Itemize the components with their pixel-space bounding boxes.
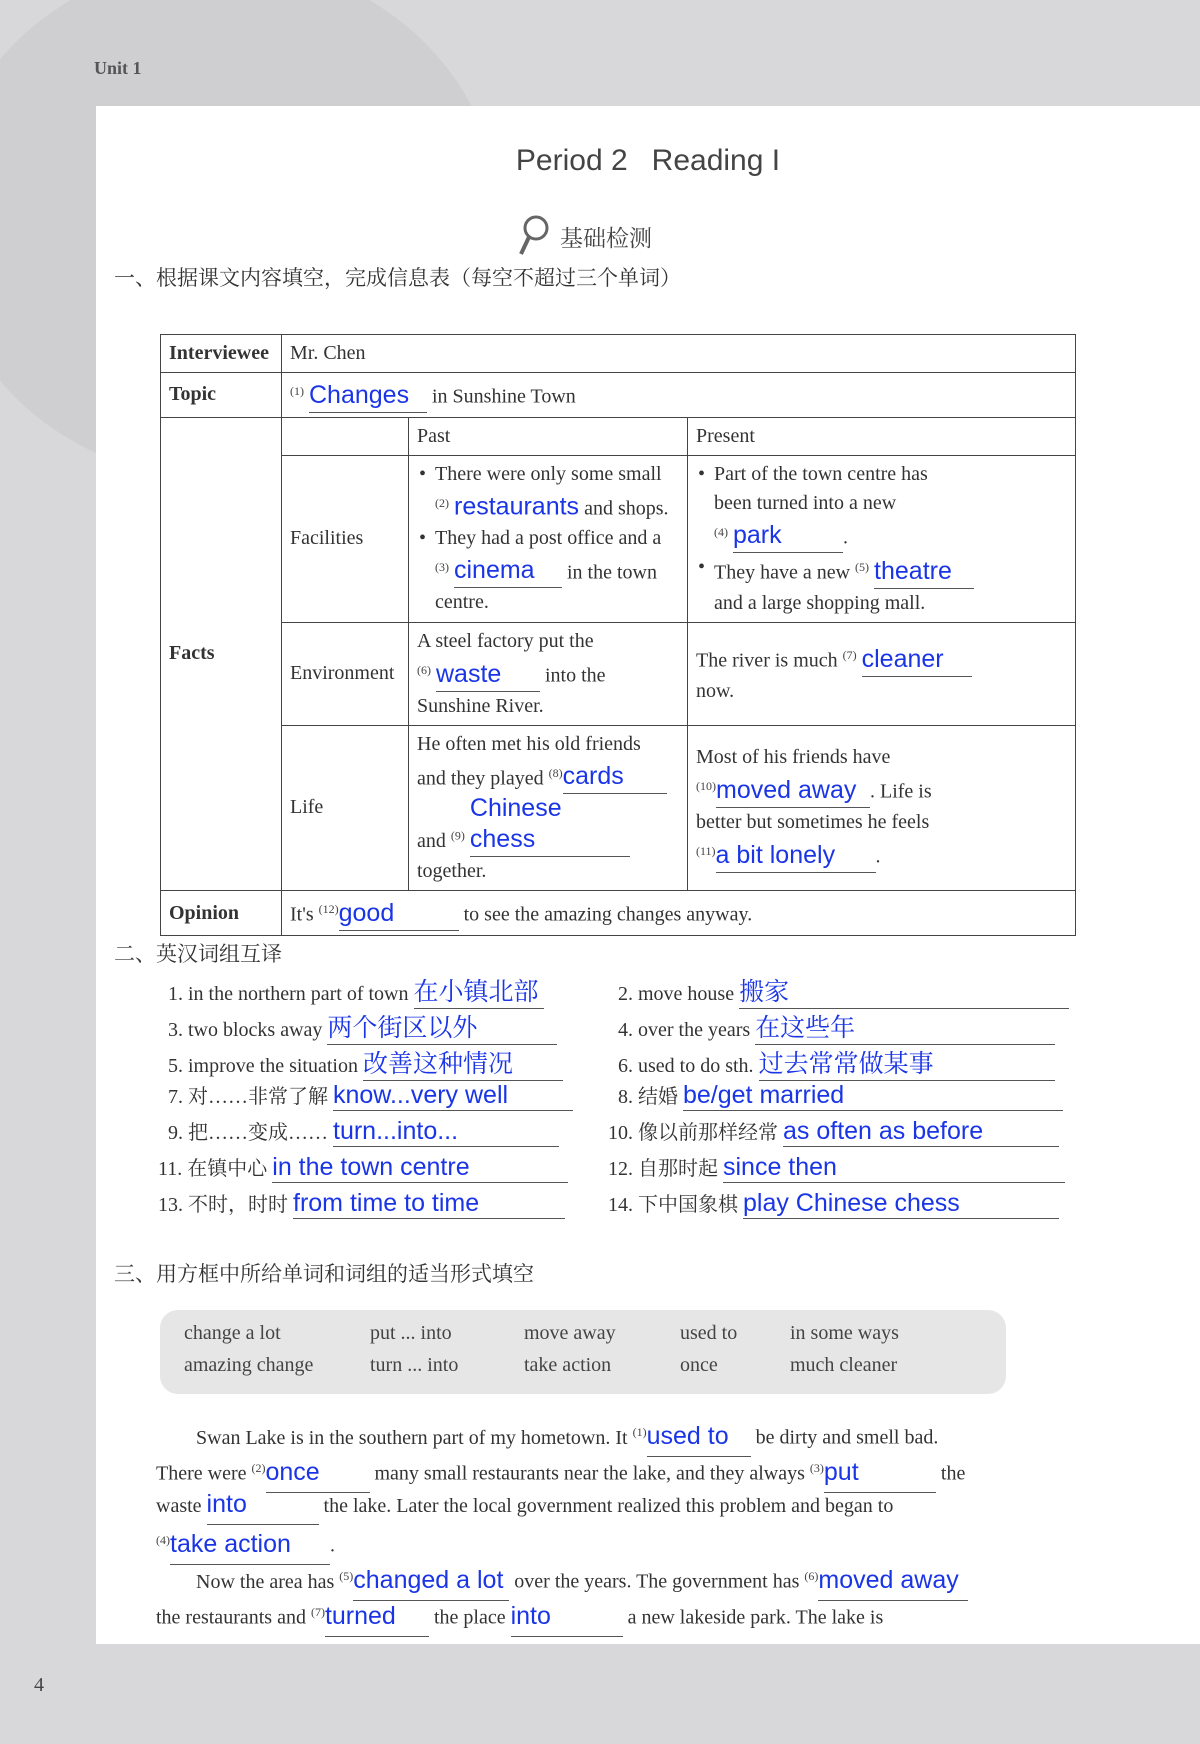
subhead-label: 基础检测 bbox=[560, 225, 652, 252]
phrase-item bbox=[618, 1080, 1063, 1111]
phrase-question: 9. 把……变成…… bbox=[168, 1122, 328, 1144]
page-number: 4 bbox=[34, 1674, 44, 1696]
word-option: move away bbox=[524, 1322, 616, 1344]
phrase-item bbox=[608, 1152, 1065, 1183]
text: and bbox=[417, 830, 446, 853]
text: Swan Lake is in the southern part of my hometown. It bbox=[196, 1426, 628, 1449]
magnifier-icon bbox=[516, 214, 550, 258]
answer-blank[interactable] bbox=[333, 1117, 559, 1147]
blank-number: (6) bbox=[417, 662, 431, 677]
text: together. bbox=[417, 860, 487, 883]
text: the place bbox=[433, 1606, 506, 1629]
answer-blank[interactable] bbox=[759, 1044, 1055, 1081]
opinion-cell bbox=[282, 891, 1076, 936]
text: . bbox=[330, 1534, 335, 1557]
blank-number: (8) bbox=[548, 765, 563, 780]
text: The river is much bbox=[696, 650, 838, 673]
blank-number: (2) bbox=[435, 496, 449, 511]
answer-text: turned bbox=[324, 1601, 396, 1630]
text: He often met his old friends bbox=[417, 732, 641, 755]
answer-blank[interactable] bbox=[293, 1189, 565, 1219]
text: to see the amazing changes anyway. bbox=[463, 903, 753, 926]
answer-text: take action bbox=[170, 1529, 291, 1558]
phrase-item bbox=[158, 1152, 568, 1183]
phrase-item bbox=[168, 1044, 563, 1081]
answer-blank[interactable] bbox=[783, 1117, 1059, 1147]
answer-text: put bbox=[823, 1457, 859, 1486]
word-option: in some ways bbox=[790, 1322, 899, 1344]
answer-blank[interactable] bbox=[207, 1486, 319, 1525]
text: They had a post office and a bbox=[435, 526, 662, 549]
phrase-question: 12. 自那时起 bbox=[608, 1158, 718, 1180]
answer-text: Chinese chess bbox=[469, 794, 562, 854]
empty-cell bbox=[282, 417, 409, 455]
answer-text: 过去常常做某事 bbox=[758, 1050, 934, 1078]
blank-number: (7) bbox=[842, 648, 857, 663]
answer-text: into bbox=[510, 1601, 551, 1630]
answer-blank[interactable] bbox=[339, 899, 459, 931]
phrase-item bbox=[168, 1080, 573, 1111]
text: a new lakeside park. The lake is bbox=[627, 1606, 884, 1629]
text: Part of the town centre has bbox=[714, 462, 928, 485]
text: been turned into a new bbox=[714, 491, 897, 514]
answer-text: theatre bbox=[874, 556, 952, 585]
passage-line bbox=[156, 1486, 1076, 1525]
answer-text: Changes bbox=[309, 380, 410, 409]
answer-text: waste bbox=[436, 659, 502, 688]
blank-number: (11) bbox=[696, 843, 716, 858]
text: Most of his friends have bbox=[696, 746, 891, 769]
phrase-question: 6. used to do sth. bbox=[618, 1055, 754, 1077]
life-label: Life bbox=[282, 725, 409, 891]
phrase-question: 7. 对……非常了解 bbox=[168, 1086, 328, 1108]
answer-text: cinema bbox=[454, 556, 535, 585]
text: centre. bbox=[435, 591, 489, 614]
answer-blank[interactable] bbox=[862, 645, 972, 677]
reading-label: Reading I bbox=[651, 144, 781, 177]
answer-blank[interactable] bbox=[563, 762, 667, 794]
word-option: turn ... into bbox=[370, 1354, 459, 1376]
answer-text: used to bbox=[646, 1421, 729, 1450]
blank-number: (4) bbox=[714, 524, 728, 539]
word-option: put ... into bbox=[370, 1322, 452, 1344]
opinion-label: Opinion bbox=[161, 891, 282, 936]
answer-text: park bbox=[733, 521, 782, 550]
answer-text: as often as before bbox=[783, 1117, 984, 1145]
life-present bbox=[688, 725, 1076, 891]
answer-text[interactable]: restaurants bbox=[454, 492, 580, 521]
answer-blank[interactable] bbox=[470, 794, 630, 857]
answer-blank[interactable] bbox=[454, 556, 562, 588]
phrase-question: 8. 结婚 bbox=[618, 1086, 678, 1108]
blank-number: (9) bbox=[450, 828, 465, 843]
blank-number: (4) bbox=[156, 1533, 170, 1547]
period-label: Period 2 bbox=[515, 144, 628, 177]
text: A steel factory put the bbox=[417, 629, 594, 652]
text: and they played bbox=[417, 767, 544, 790]
section1-heading: 一、根据课文内容填空，完成信息表（每空不超过三个单词） bbox=[114, 266, 681, 290]
topic-cell bbox=[282, 373, 1076, 418]
phrase-question: 1. in the northern part of town bbox=[168, 983, 409, 1005]
phrase-item bbox=[618, 1044, 1055, 1081]
topic-rest: in Sunshine Town bbox=[432, 385, 576, 408]
answer-text: a bit lonely bbox=[715, 840, 836, 869]
phrase-question: 14. 下中国象棋 bbox=[608, 1194, 738, 1216]
text: Sunshine River. bbox=[417, 694, 544, 717]
section3-heading: 三、用方框中所给单词和词组的适当形式填空 bbox=[114, 1262, 534, 1286]
environment-past bbox=[409, 622, 688, 725]
answer-blank[interactable] bbox=[683, 1081, 1063, 1111]
word-box bbox=[160, 1310, 1006, 1394]
worksheet-page bbox=[96, 106, 1200, 1644]
answer-text: 在小镇北部 bbox=[413, 978, 539, 1006]
facilities-past bbox=[409, 455, 688, 622]
answer-blank[interactable] bbox=[716, 776, 870, 808]
blank-number: (1) bbox=[632, 1425, 647, 1439]
subhead bbox=[516, 214, 652, 258]
blank-number: (12) bbox=[318, 902, 339, 917]
answer-blank[interactable] bbox=[743, 1189, 1059, 1219]
phrase-item bbox=[168, 1008, 557, 1045]
blank-number: (10) bbox=[696, 779, 716, 794]
word-option: much cleaner bbox=[790, 1354, 898, 1376]
text: waste bbox=[156, 1495, 202, 1517]
blank-number: (6) bbox=[804, 1569, 819, 1583]
facts-label: Facts bbox=[161, 417, 282, 891]
answer-blank[interactable] bbox=[511, 1598, 623, 1637]
interviewee-label: Interviewee bbox=[161, 335, 282, 373]
text: the lake. Later the local government realized this problem and began to bbox=[323, 1495, 894, 1517]
text: . bbox=[843, 526, 848, 549]
answer-text: changed a lot bbox=[353, 1565, 504, 1594]
answer-text: cards bbox=[562, 762, 624, 791]
phrase-question: 3. two blocks away bbox=[168, 1019, 323, 1041]
unit-label: Unit 1 bbox=[94, 58, 142, 78]
answer-text: turn...into... bbox=[333, 1117, 459, 1145]
answer-blank[interactable] bbox=[414, 972, 544, 1009]
answer-text: 改善这种情况 bbox=[362, 1050, 513, 1078]
answer-text: into bbox=[206, 1490, 247, 1518]
answer-text: good bbox=[338, 898, 395, 927]
facilities-label: Facilities bbox=[282, 455, 409, 622]
answer-text: once bbox=[265, 1457, 320, 1486]
text: over the years. The government has bbox=[514, 1570, 800, 1593]
answer-blank[interactable] bbox=[755, 1008, 1055, 1045]
environment-present bbox=[688, 622, 1076, 725]
text: be dirty and smell bad. bbox=[755, 1426, 939, 1449]
phrase-question: 11. 在镇中心 bbox=[158, 1158, 268, 1180]
text: There were only some small bbox=[435, 463, 662, 486]
answer-blank[interactable] bbox=[325, 1598, 429, 1637]
answer-blank[interactable] bbox=[309, 381, 427, 413]
phrase-item bbox=[608, 1188, 1059, 1219]
answer-text: 两个街区以外 bbox=[327, 1014, 478, 1042]
blank-number: (3) bbox=[435, 559, 449, 574]
present-label: Present bbox=[688, 417, 1076, 455]
phrase-question: 4. over the years bbox=[618, 1019, 751, 1041]
text: and shops. bbox=[584, 497, 669, 520]
text: the bbox=[940, 1462, 966, 1485]
phrase-item bbox=[608, 1116, 1059, 1147]
interviewee-value: Mr. Chen bbox=[282, 335, 1076, 373]
answer-blank[interactable] bbox=[723, 1153, 1065, 1183]
text: many small restaurants near the lake, and they always bbox=[374, 1462, 805, 1485]
passage-line bbox=[156, 1594, 1076, 1637]
blank-number: (3) bbox=[809, 1461, 824, 1475]
answer-text: moved away bbox=[818, 1565, 959, 1594]
text: Now the area has bbox=[196, 1570, 335, 1593]
section2-heading: 二、英汉词组互译 bbox=[114, 942, 282, 966]
life-past bbox=[409, 725, 688, 891]
text: It's bbox=[290, 903, 314, 926]
phrase-item bbox=[158, 1188, 565, 1219]
phrase-question: 13. 不时，时时 bbox=[158, 1194, 288, 1216]
answer-blank[interactable] bbox=[333, 1081, 573, 1111]
blank-number: (7) bbox=[310, 1605, 325, 1619]
phrase-question: 2. move house bbox=[618, 983, 735, 1005]
phrase-question: 5. improve the situation bbox=[168, 1055, 358, 1077]
text: in the town bbox=[567, 561, 657, 584]
text: now. bbox=[696, 680, 735, 703]
answer-text: from time to time bbox=[293, 1189, 480, 1217]
word-option: take action bbox=[524, 1354, 612, 1376]
answer-text: cleaner bbox=[861, 645, 944, 674]
blank-number: (1) bbox=[290, 384, 304, 398]
text: There were bbox=[156, 1462, 247, 1485]
page-title bbox=[96, 144, 1200, 178]
text: . bbox=[875, 845, 881, 868]
phrase-question: 10. 像以前那样经常 bbox=[608, 1122, 778, 1144]
answer-text: know...very well bbox=[333, 1081, 509, 1109]
answer-blank[interactable] bbox=[436, 660, 540, 692]
answer-text: 在这些年 bbox=[755, 1014, 856, 1042]
text: and a large shopping mall. bbox=[714, 591, 926, 614]
word-option: change a lot bbox=[184, 1322, 281, 1344]
phrase-item bbox=[168, 972, 544, 1009]
answer-text: moved away bbox=[716, 775, 857, 804]
answer-text: since then bbox=[723, 1153, 837, 1181]
phrase-item bbox=[168, 1116, 559, 1147]
environment-label: Environment bbox=[282, 622, 409, 725]
answer-text: in the town centre bbox=[272, 1153, 470, 1181]
answer-blank[interactable] bbox=[733, 521, 843, 553]
blank-number: (5) bbox=[339, 1569, 354, 1583]
word-option: once bbox=[680, 1354, 718, 1376]
answer-blank[interactable] bbox=[272, 1153, 568, 1183]
text: They have a new bbox=[714, 561, 851, 584]
answer-blank[interactable] bbox=[739, 972, 1069, 1009]
answer-text: 搬家 bbox=[739, 978, 790, 1006]
word-option: used to bbox=[680, 1322, 738, 1344]
past-label: Past bbox=[409, 417, 688, 455]
answer-blank[interactable] bbox=[716, 841, 876, 873]
text: into the bbox=[545, 664, 606, 687]
text: better but sometimes he feels bbox=[696, 810, 930, 833]
phrase-item bbox=[618, 1008, 1055, 1045]
text: the restaurants and bbox=[156, 1606, 306, 1629]
answer-text: play Chinese chess bbox=[743, 1189, 960, 1217]
answer-blank[interactable] bbox=[874, 557, 974, 589]
answer-text: be/get married bbox=[683, 1081, 845, 1109]
answer-blank[interactable] bbox=[363, 1044, 563, 1081]
blank-number: (2) bbox=[251, 1461, 266, 1475]
phrase-item bbox=[618, 972, 1069, 1009]
text: . Life is bbox=[870, 780, 932, 803]
facilities-present bbox=[688, 455, 1076, 622]
topic-label: Topic bbox=[161, 373, 282, 418]
blank-number: (5) bbox=[855, 560, 870, 575]
answer-blank[interactable] bbox=[327, 1008, 557, 1045]
word-option: amazing change bbox=[184, 1354, 314, 1376]
info-table bbox=[160, 334, 1076, 936]
